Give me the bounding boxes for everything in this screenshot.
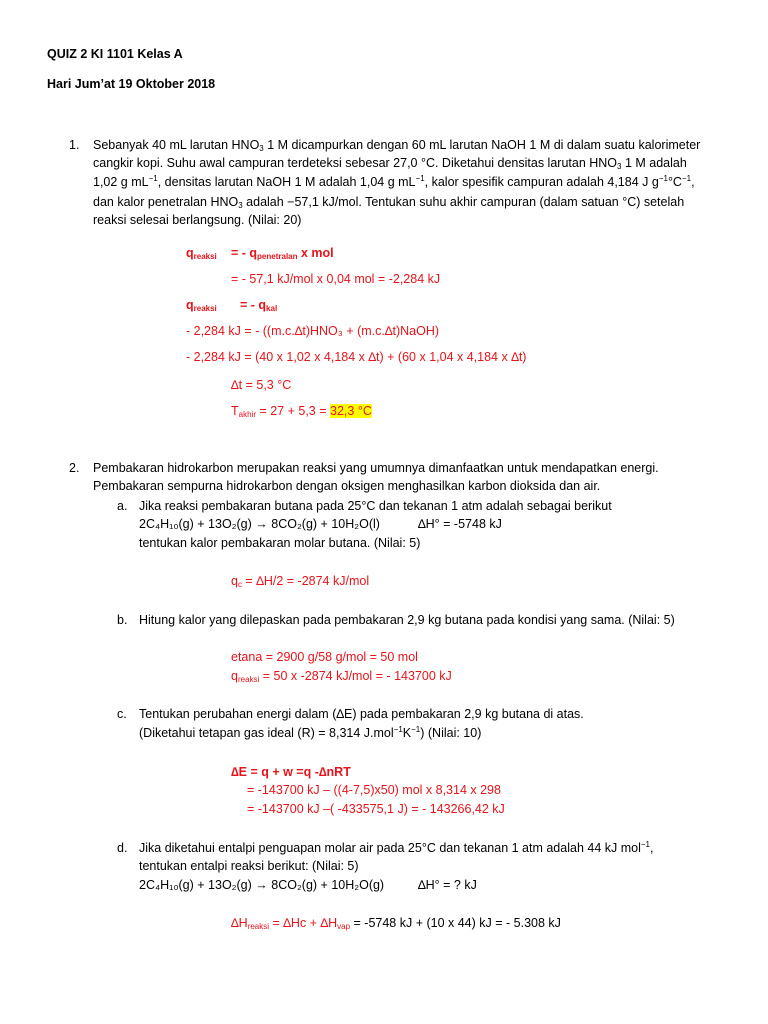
q2a-text: Jika reaksi pembakaran butana pada 25°C dan tekanan 1 atm adalah sebagai berikut: [139, 499, 612, 513]
q2a-label: a.: [117, 499, 128, 513]
q1-answer-line3-eq: = - $q_{kal}$: [240, 298, 278, 313]
q1-number: 1.: [69, 138, 80, 152]
q2a-delta-h: ∆H° = -5748 kJ: [418, 517, 502, 531]
q1-line4: dan kalor penetralan $HNO_3$ adalah −57,1 kJ/mol. Tentukan suhu akhir campuran (dalam satuan °C) setelah: [93, 195, 685, 210]
q1-line2: cangkir kopi. Suhu awal campuran terdeteksi sebesar 27,0 °C. Diketahui densitas larutan $HNO_3$ 1 M adalah: [93, 156, 687, 171]
q2c-answer1: ∆E = q + w =q -∆nRT: [231, 765, 351, 779]
q2c-answer3: = -143700 kJ –( -433575,1 J) = - 143266,42 kJ: [247, 802, 505, 816]
q2d-text: Jika diketahui entalpi penguapan molar air pada 25°C dan tekanan 1 atm adalah 44 kJ mol$^{-1}$,: [139, 840, 654, 855]
q1-answer-line1-eq: = - $q_{penetralan}$ x mol: [231, 246, 334, 261]
q2c-label: c.: [117, 707, 127, 721]
q2a-text2: tentukan kalor pembakaran molar butana. (Nilai: 5): [139, 536, 421, 550]
q1-line3: 1,02 g $mL^{-1}$, densitas larutan NaOH 1 M adalah 1,04 g $mL^{-1}$, kalor spesifik campuran adalah 4,184 J $g^{-1}^\circ C^{-1}$,: [93, 174, 695, 189]
q1-answer-line6: ∆t = 5,3 °C: [231, 378, 292, 392]
q2-line1: Pembakaran hidrokarbon merupakan reaksi yang umumnya dimanfaatkan untuk mendapatkan energi.: [93, 461, 659, 475]
q2d-answer: $\Delta H_{reaksi} = \Delta Hc + \Delta H_{vap} = -5748$ kJ + (10 x 44) kJ = - 5.308 kJ: [231, 916, 561, 931]
q2c-text2: (Diketahui tetapan gas ideal (R) = 8,314 $J.mol^{-1}K^{-1}$) (Nilai: 10): [139, 725, 482, 740]
q1-answer-line1: $q_{reaksi}$: [186, 246, 217, 261]
q1-answer-line4: - 2,284 kJ = - ((m.c.∆t)HNO₃ + (m.c.∆t)NaOH): [186, 324, 440, 338]
q2d-text2: tentukan entalpi reaksi berikut: (Nilai: 5): [139, 859, 359, 873]
q1-answer-line2: = - 57,1 kJ/mol x 0,04 mol = -2,284 kJ: [231, 272, 441, 286]
q2d-delta-h: ∆H° = ? kJ: [418, 878, 477, 892]
q1-line5: reaksi selesai berlangsung. (Nilai: 20): [93, 213, 302, 227]
q2b-answer2: $q_{reaksi} = 50$ x -2874 kJ/mol = - 143700 kJ: [231, 669, 452, 684]
q1-line1: Sebanyak 40 mL larutan $HNO_3$ 1 M dicampurkan dengan 60 mL larutan NaOH 1 M di dalam suatu kalorimeter: [93, 138, 701, 153]
q2c-text: Tentukan perubahan energi dalam (∆E) pada pembakaran 2,9 kg butana di atas.: [139, 707, 584, 721]
q2b-text: Hitung kalor yang dilepaskan pada pembakaran 2,9 kg butana pada kondisi yang sama. (Nilai: 5): [139, 613, 675, 627]
q1-answer-line3: $q_{reaksi}$: [186, 298, 217, 313]
q2d-label: d.: [117, 841, 128, 855]
q2a-equation: 2C₄H₁₀(g) + 13O₂(g) → 8CO₂(g) + 10H₂O(l): [139, 517, 380, 531]
q2-line2: Pembakaran sempurna hidrokarbon dengan oksigen menghasilkan karbon dioksida dan air.: [93, 479, 601, 493]
q2d-equation: 2C₄H₁₀(g) + 13O₂(g) → 8CO₂(g) + 10H₂O(g): [139, 878, 385, 892]
q2a-answer: $q_c = \Delta H/2 = -2874$ kJ/mol: [231, 574, 370, 589]
q2b-answer1: etana = 2900 g/58 g/mol = 50 mol: [231, 650, 418, 664]
q2c-answer2: = -143700 kJ – ((4-7,5)x50) mol x 8,314 x 298: [247, 783, 501, 797]
q2-number: 2.: [69, 461, 80, 475]
q1-answer-final: $T_{akhir} = 27 + 5,3 = 32,3$ °C: [231, 404, 372, 419]
q1-answer-line5: - 2,284 kJ = (40 x 1,02 x 4,184 x ∆t) + (60 x 1,04 x 4,184 x ∆t): [186, 350, 527, 364]
q1-answer-highlight: 32,3 °C: [330, 404, 372, 418]
quiz-date: Hari Jum’at 19 Oktober 2018: [47, 77, 216, 91]
q2b-label: b.: [117, 613, 128, 627]
quiz-title: QUIZ 2 KI 1101 Kelas A: [47, 47, 183, 61]
